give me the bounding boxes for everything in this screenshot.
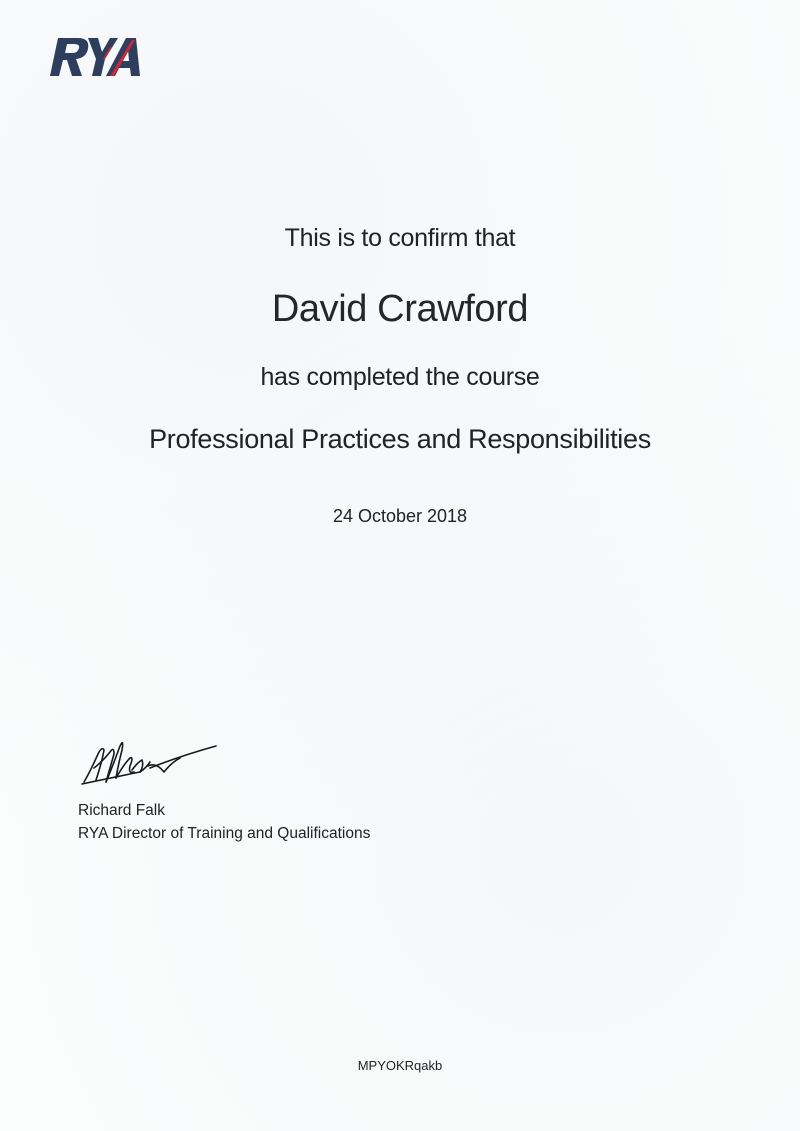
completed-text: has completed the course — [260, 363, 540, 391]
signatory-title: RYA Director of Training and Qualifications — [78, 825, 371, 842]
signatory-block — [78, 799, 370, 845]
intro-text: This is to confirm that — [284, 224, 516, 252]
signature — [80, 732, 220, 792]
rya-logo — [44, 32, 144, 80]
course-name: Professional Practices and Responsibilities — [149, 424, 651, 454]
signatory-name: Richard Falk — [78, 802, 165, 819]
completion-date: 24 October 2018 — [332, 506, 468, 526]
recipient-name: David Crawford — [271, 288, 529, 330]
certificate-reference: MPYOKRqakb — [357, 1058, 443, 1073]
